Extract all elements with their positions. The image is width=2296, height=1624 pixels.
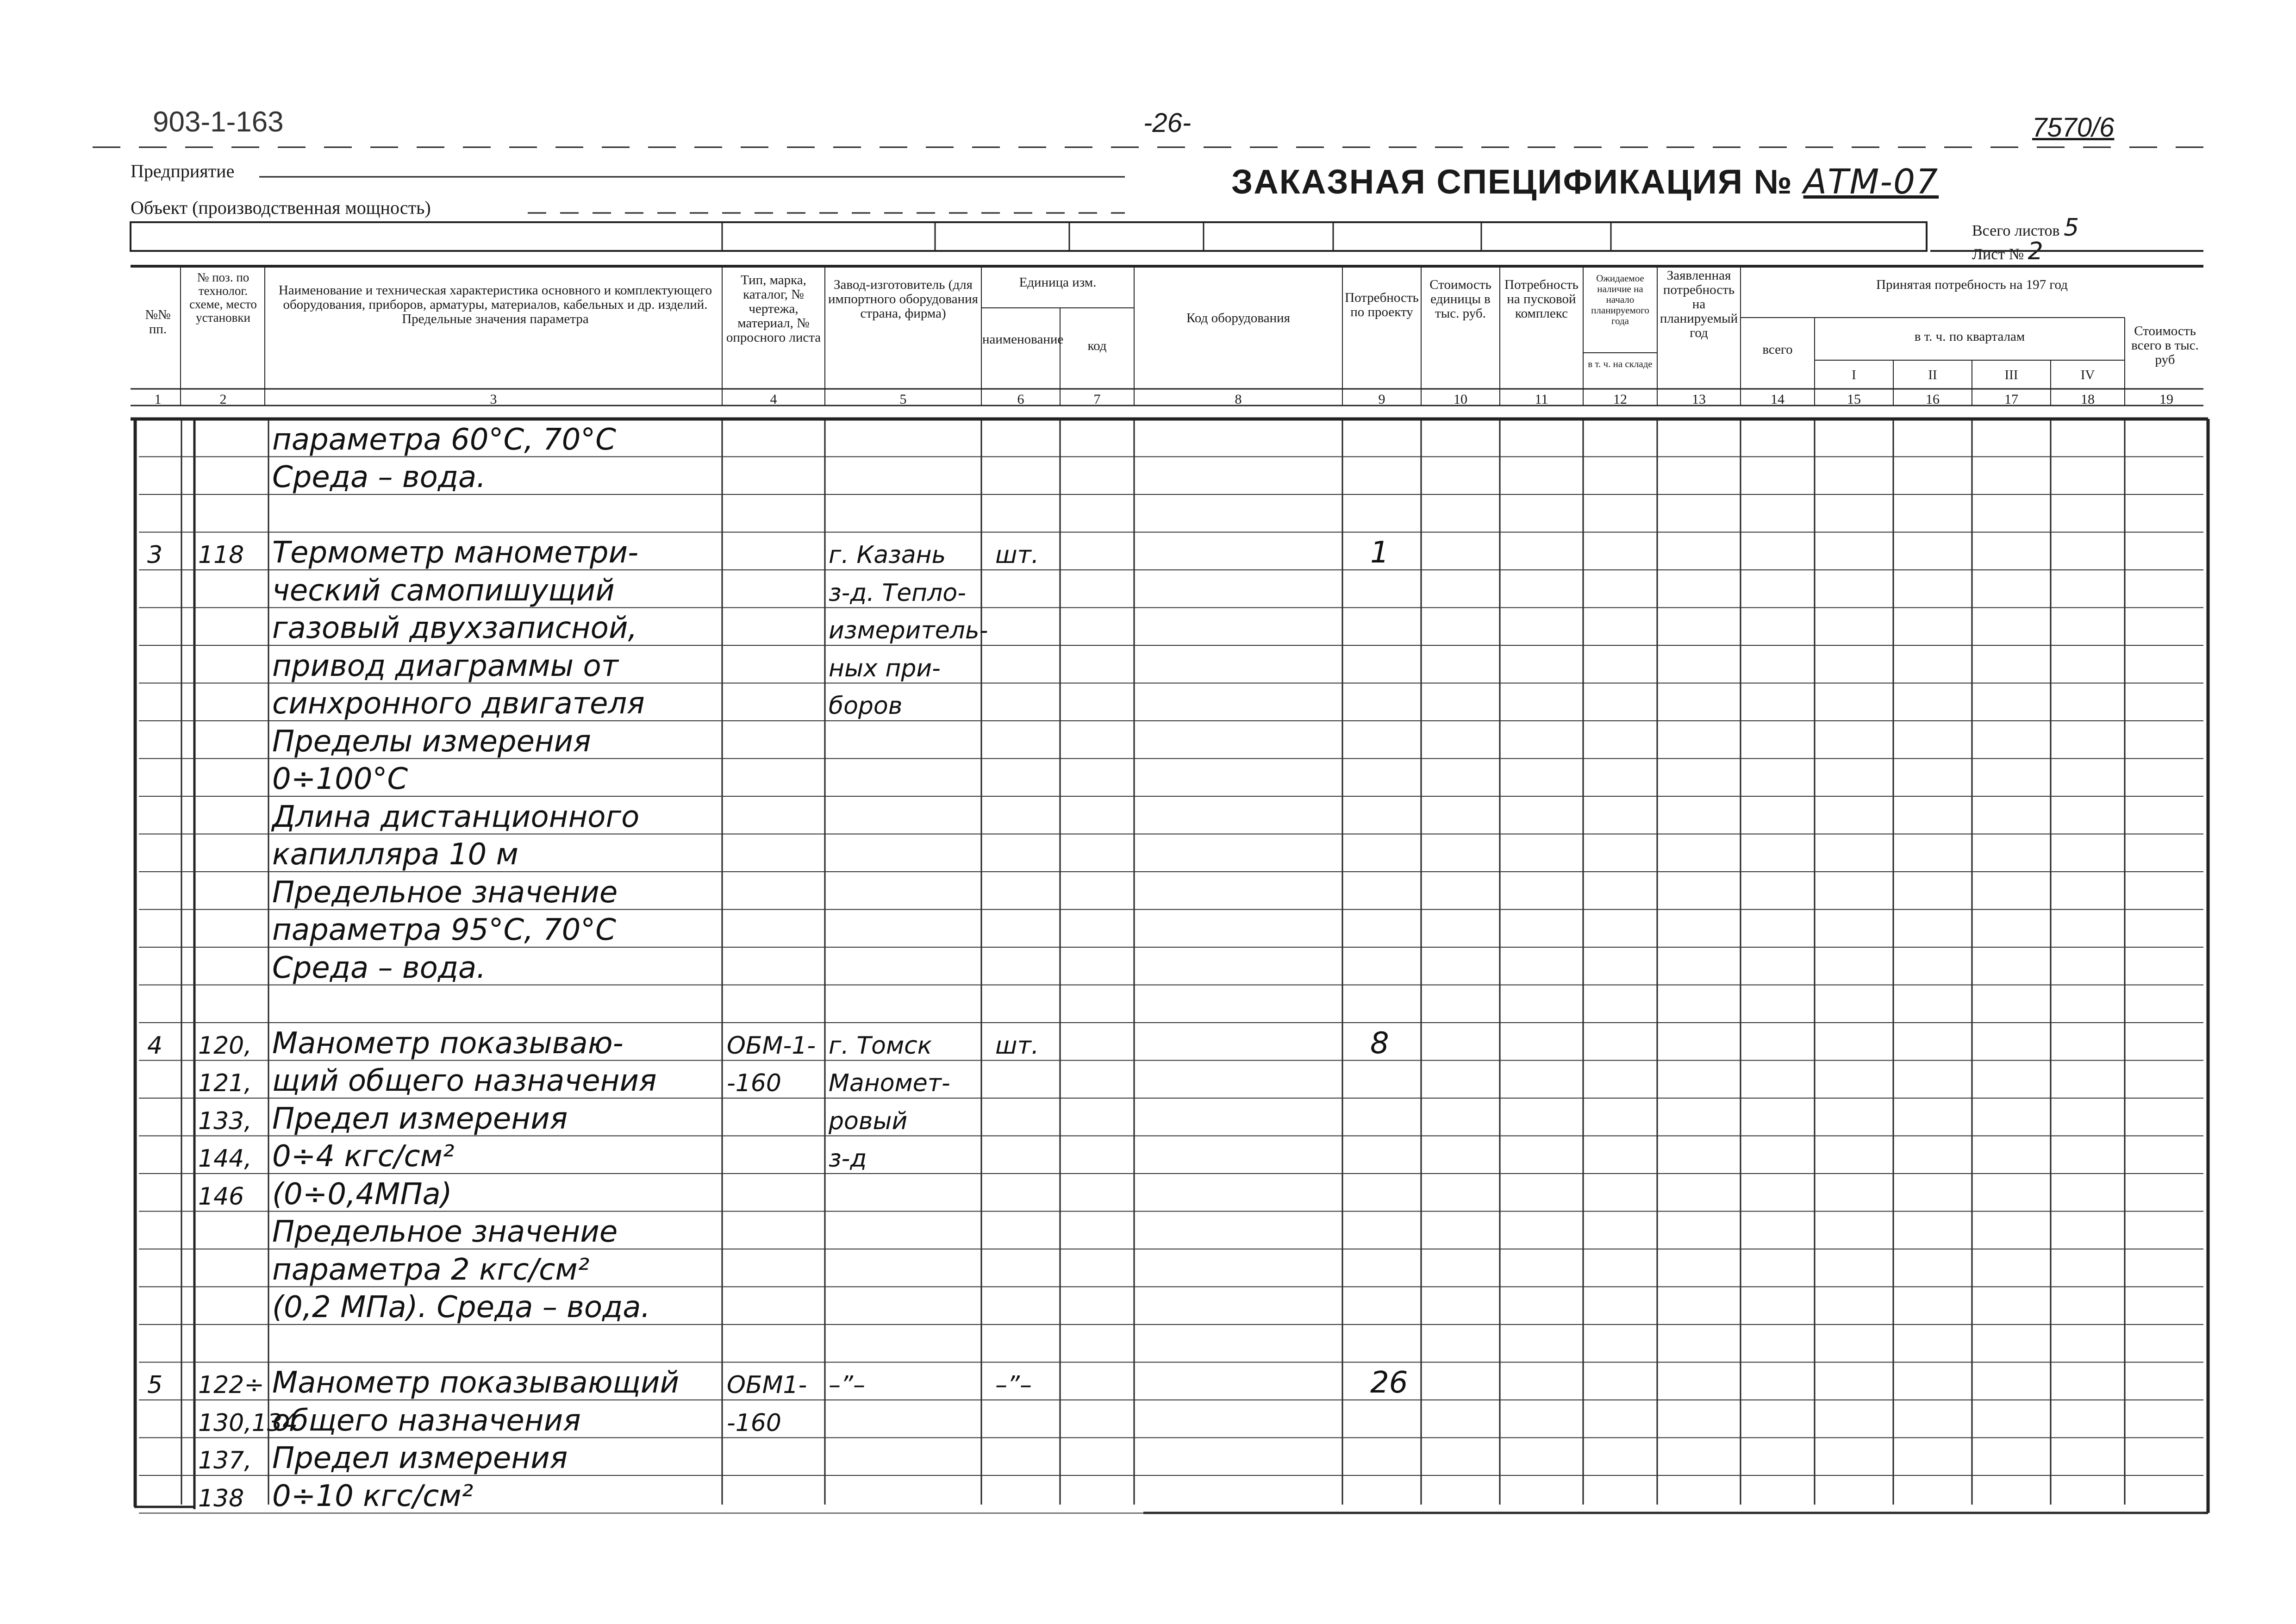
group-header-unit: Единица изм. <box>1019 275 1097 290</box>
cell-desc: капилляра 10 м <box>272 837 518 872</box>
col-header-12: Ожидаемое наличие на начало планируемого года <box>1591 273 1649 326</box>
cell-desc: (0÷0,4МПа) <box>272 1177 452 1212</box>
title-text: ЗАКАЗНАЯ СПЕЦИФИКАЦИЯ № <box>1231 162 1793 201</box>
cell-maker: з-д. Тепло- <box>829 579 966 607</box>
col-number: 18 <box>2081 392 2095 407</box>
cell-pos: 130,134 <box>198 1409 298 1437</box>
cell-desc: Манометр показывающий <box>272 1366 680 1400</box>
cell-desc: Среда – вода. <box>272 460 486 494</box>
document-code: 903-1-163 <box>153 106 284 138</box>
col-number: 14 <box>1771 392 1784 407</box>
cell-maker: г. Казань <box>829 541 946 569</box>
col-header-13: Заявленная потребность на планируемый год <box>1660 268 1738 340</box>
cell-qty: 26 <box>1370 1366 1408 1400</box>
col-header-14: всего <box>1762 342 1793 357</box>
sheet-label: Лист № <box>1972 246 2024 263</box>
cell-nn: 4 <box>147 1031 163 1060</box>
cell-unit: шт. <box>995 1031 1039 1060</box>
col-header-10: Стоимость единицы в тыс. руб. <box>1429 277 1491 321</box>
sheet-value: 2 <box>2028 237 2043 265</box>
col-header-6: наименование <box>982 332 1064 347</box>
group-header-accepted: Принятая потребность на 197 год <box>1876 277 2068 292</box>
enterprise-label: Предприятие <box>131 161 235 181</box>
cell-type: ОБМ1- <box>727 1371 807 1399</box>
col-number: 4 <box>770 392 777 407</box>
cell-unit: –”– <box>995 1371 1032 1399</box>
cell-pos: 138 <box>198 1484 244 1512</box>
cell-pos: 118 <box>198 541 244 569</box>
col-header-3: Наименование и техническая характеристика основного и комплектующего оборудования, приборов, арматуры, материалов, кабельных и др. изделий. Предельные значения параметра <box>278 283 712 326</box>
cell-desc: привод диаграммы от <box>272 649 618 683</box>
col-header-15: I <box>1852 368 1856 382</box>
col-header-1: №№ пп. <box>145 307 171 337</box>
cell-nn: 3 <box>147 541 163 569</box>
cell-desc: Манометр показываю- <box>272 1026 624 1061</box>
cell-desc: синхронного двигателя <box>272 687 645 721</box>
cell-pos: 144, <box>198 1145 252 1173</box>
group-header-quarters: в т. ч. по кварталам <box>1914 329 2025 344</box>
cell-unit: шт. <box>995 541 1039 569</box>
cell-desc: общего назначения <box>272 1403 581 1438</box>
col-header-9: Потребность по проекту <box>1345 290 1419 319</box>
cell-desc: (0,2 МПа). Среда – вода. <box>272 1290 650 1324</box>
cell-maker: –”– <box>829 1371 865 1399</box>
cell-pos: 121, <box>198 1069 252 1097</box>
col-number: 7 <box>1093 392 1101 407</box>
col-header-7: код <box>1087 338 1107 353</box>
col-header-8: Код оборудования <box>1186 311 1290 325</box>
cell-maker: ных при- <box>829 654 941 682</box>
col-number: 12 <box>1613 392 1627 407</box>
cell-desc: Предел измерения <box>272 1441 568 1475</box>
cell-desc: 0÷100°С <box>272 762 408 796</box>
col-number: 6 <box>1017 392 1024 407</box>
col-number: 13 <box>1692 392 1706 407</box>
cell-desc: параметра 60°С, 70°С <box>272 422 616 457</box>
col-header-5: Завод-изготовитель (для импортного оборудования страна, фирма) <box>828 277 978 321</box>
total-sheets-value: 5 <box>2064 214 2079 242</box>
cell-desc: Среда – вода. <box>272 950 486 985</box>
col-header-2: № поз. по технолог. схеме, место установки <box>189 270 257 325</box>
cell-desc: щий общего назначения <box>272 1064 657 1098</box>
col-number: 16 <box>1926 392 1940 407</box>
cell-pos: 146 <box>198 1182 244 1211</box>
cell-desc: Предельное значение <box>272 875 618 910</box>
col-number: 2 <box>219 392 227 407</box>
cell-desc: Термометр манометри- <box>272 536 639 570</box>
cell-maker: з-д <box>829 1145 867 1173</box>
cell-qty: 8 <box>1370 1026 1389 1061</box>
cell-desc: Предел измерения <box>272 1101 568 1136</box>
col-number: 9 <box>1378 392 1385 407</box>
cell-desc: Длина дистанционного <box>272 800 640 834</box>
col-header-17: III <box>2004 368 2018 382</box>
cell-desc: ческий самопишущий <box>272 573 615 608</box>
col-number: 1 <box>154 392 162 407</box>
col-header-19: Стоимость всего в тыс. руб <box>2131 324 2199 367</box>
cell-desc: Пределы измерения <box>272 724 591 759</box>
cell-desc: Предельное значение <box>272 1215 618 1249</box>
cell-maker: Маномет- <box>829 1069 950 1097</box>
cell-pos: 137, <box>198 1447 252 1474</box>
cell-pos: 133, <box>198 1107 252 1135</box>
col-header-11: Потребность на пусковой комплекс <box>1504 277 1578 321</box>
cell-pos: 120, <box>198 1031 252 1060</box>
cell-type: -160 <box>727 1069 782 1097</box>
cell-maker: г. Томск <box>829 1031 932 1060</box>
col-number: 17 <box>2004 392 2018 407</box>
col-number: 11 <box>1535 392 1548 407</box>
col-header-4: Тип, марка, каталог, № чертежа, материал, № опросного листа <box>726 273 821 345</box>
object-label: Объект (производственная мощность) <box>131 197 431 218</box>
cell-maker: боров <box>829 692 903 720</box>
col-number: 5 <box>899 392 907 407</box>
cell-pos: 122÷ <box>198 1371 264 1399</box>
cell-type: -160 <box>727 1409 782 1437</box>
page-number: -26- <box>1143 108 1192 138</box>
col-number: 3 <box>490 392 497 407</box>
col-number: 19 <box>2159 392 2173 407</box>
col-header-18: IV <box>2080 368 2095 382</box>
cell-desc: газовый двухзаписной, <box>272 611 637 645</box>
col-number: 8 <box>1235 392 1242 407</box>
col-number: 15 <box>1847 392 1861 407</box>
col-header-16: II <box>1928 368 1937 382</box>
col-header-12-stock: в т. ч. на складе <box>1588 358 1653 369</box>
cell-maker: измеритель- <box>829 617 988 644</box>
document-number: 7570/6 <box>2032 112 2115 143</box>
cell-type: ОБМ-1- <box>727 1031 816 1060</box>
cell-qty: 1 <box>1370 536 1389 570</box>
cell-desc: 0÷10 кгс/см² <box>272 1479 474 1513</box>
title-number: АТМ-07 <box>1803 162 1939 202</box>
total-sheets-label: Всего листов <box>1972 222 2060 239</box>
cell-desc: 0÷4 кгс/см² <box>272 1139 455 1174</box>
col-number: 10 <box>1454 392 1467 407</box>
cell-nn: 5 <box>147 1371 163 1399</box>
cell-maker: ровый <box>829 1107 908 1135</box>
cell-desc: параметра 95°С, 70°С <box>272 913 616 947</box>
cell-desc: параметра 2 кгс/см² <box>272 1252 590 1287</box>
